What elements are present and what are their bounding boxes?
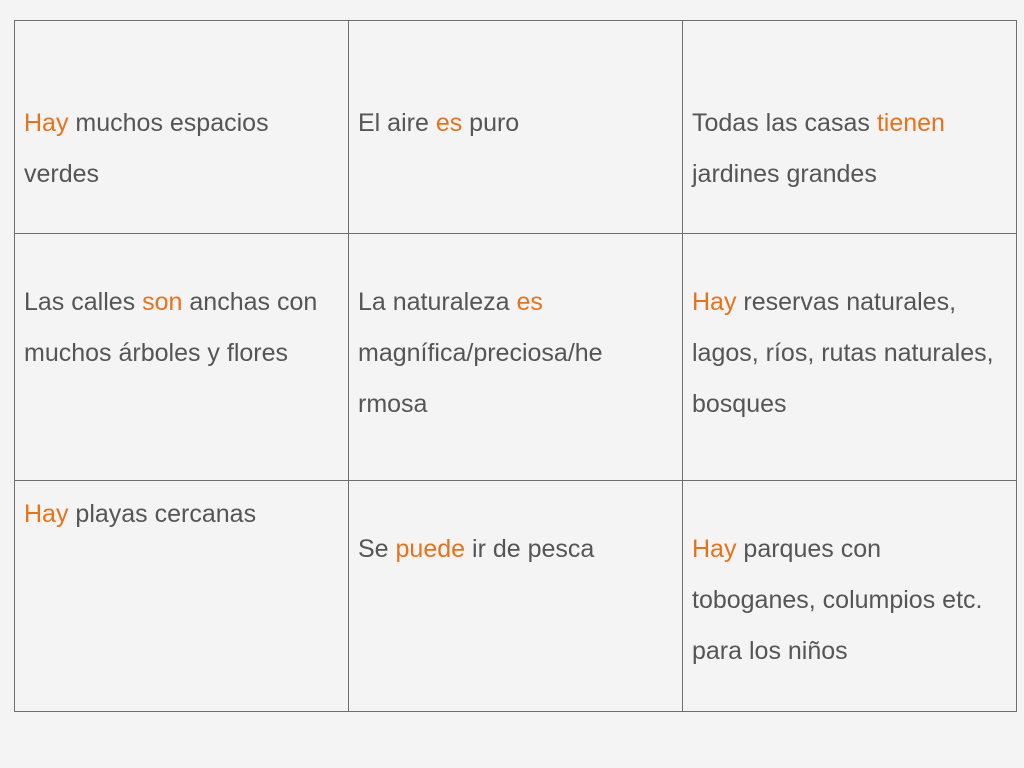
table-cell	[349, 481, 683, 712]
table-row	[15, 481, 1017, 712]
cell-verb: tienen	[876, 109, 945, 137]
cell-post: ir de pesca	[465, 535, 595, 563]
cell-text	[358, 234, 672, 430]
table-row	[15, 21, 1017, 234]
cell-text	[24, 21, 338, 200]
cell-verb: puede	[395, 535, 466, 563]
table-cell	[683, 21, 1017, 234]
table-cell	[683, 234, 1017, 481]
cell-pre: Todas las casas	[692, 109, 877, 137]
table-cell	[15, 21, 349, 234]
cell-post: playas cercanas	[68, 500, 257, 528]
cell-post: muchos espacios verdes	[24, 109, 269, 188]
cell-text	[24, 234, 338, 379]
table-cell	[683, 481, 1017, 712]
cell-verb: son	[142, 288, 183, 316]
cell-verb: Hay	[692, 535, 737, 563]
cell-verb: Hay	[24, 500, 69, 528]
cell-verb: es	[435, 109, 463, 137]
cell-post: parques con toboganes, columpios etc. para los niños	[692, 535, 983, 665]
cell-pre: Se	[358, 535, 396, 563]
cell-text	[24, 481, 338, 540]
cell-pre: La naturaleza	[358, 288, 517, 316]
cell-post: magnífica/preciosa/he rmosa	[358, 339, 603, 418]
cell-post: jardines grandes	[692, 160, 877, 188]
table-cell	[15, 481, 349, 712]
cell-text	[358, 481, 672, 575]
cell-post: reservas naturales, lagos, ríos, rutas naturales, bosques	[692, 288, 994, 418]
table-row	[15, 234, 1017, 481]
cell-pre: El aire	[358, 109, 436, 137]
table-cell	[349, 234, 683, 481]
phrases-table	[14, 20, 1017, 712]
cell-text	[358, 21, 672, 149]
cell-text	[692, 234, 1006, 430]
cell-post: anchas con muchos árboles y flores	[24, 288, 318, 367]
cell-post: puro	[462, 109, 520, 137]
cell-text	[692, 21, 1006, 200]
cell-verb: es	[516, 288, 543, 316]
cell-pre: Las calles	[24, 288, 143, 316]
table-cell	[349, 21, 683, 234]
cell-verb: Hay	[692, 288, 737, 316]
table-cell	[15, 234, 349, 481]
cell-text	[692, 481, 1006, 677]
cell-verb: Hay	[24, 109, 69, 137]
